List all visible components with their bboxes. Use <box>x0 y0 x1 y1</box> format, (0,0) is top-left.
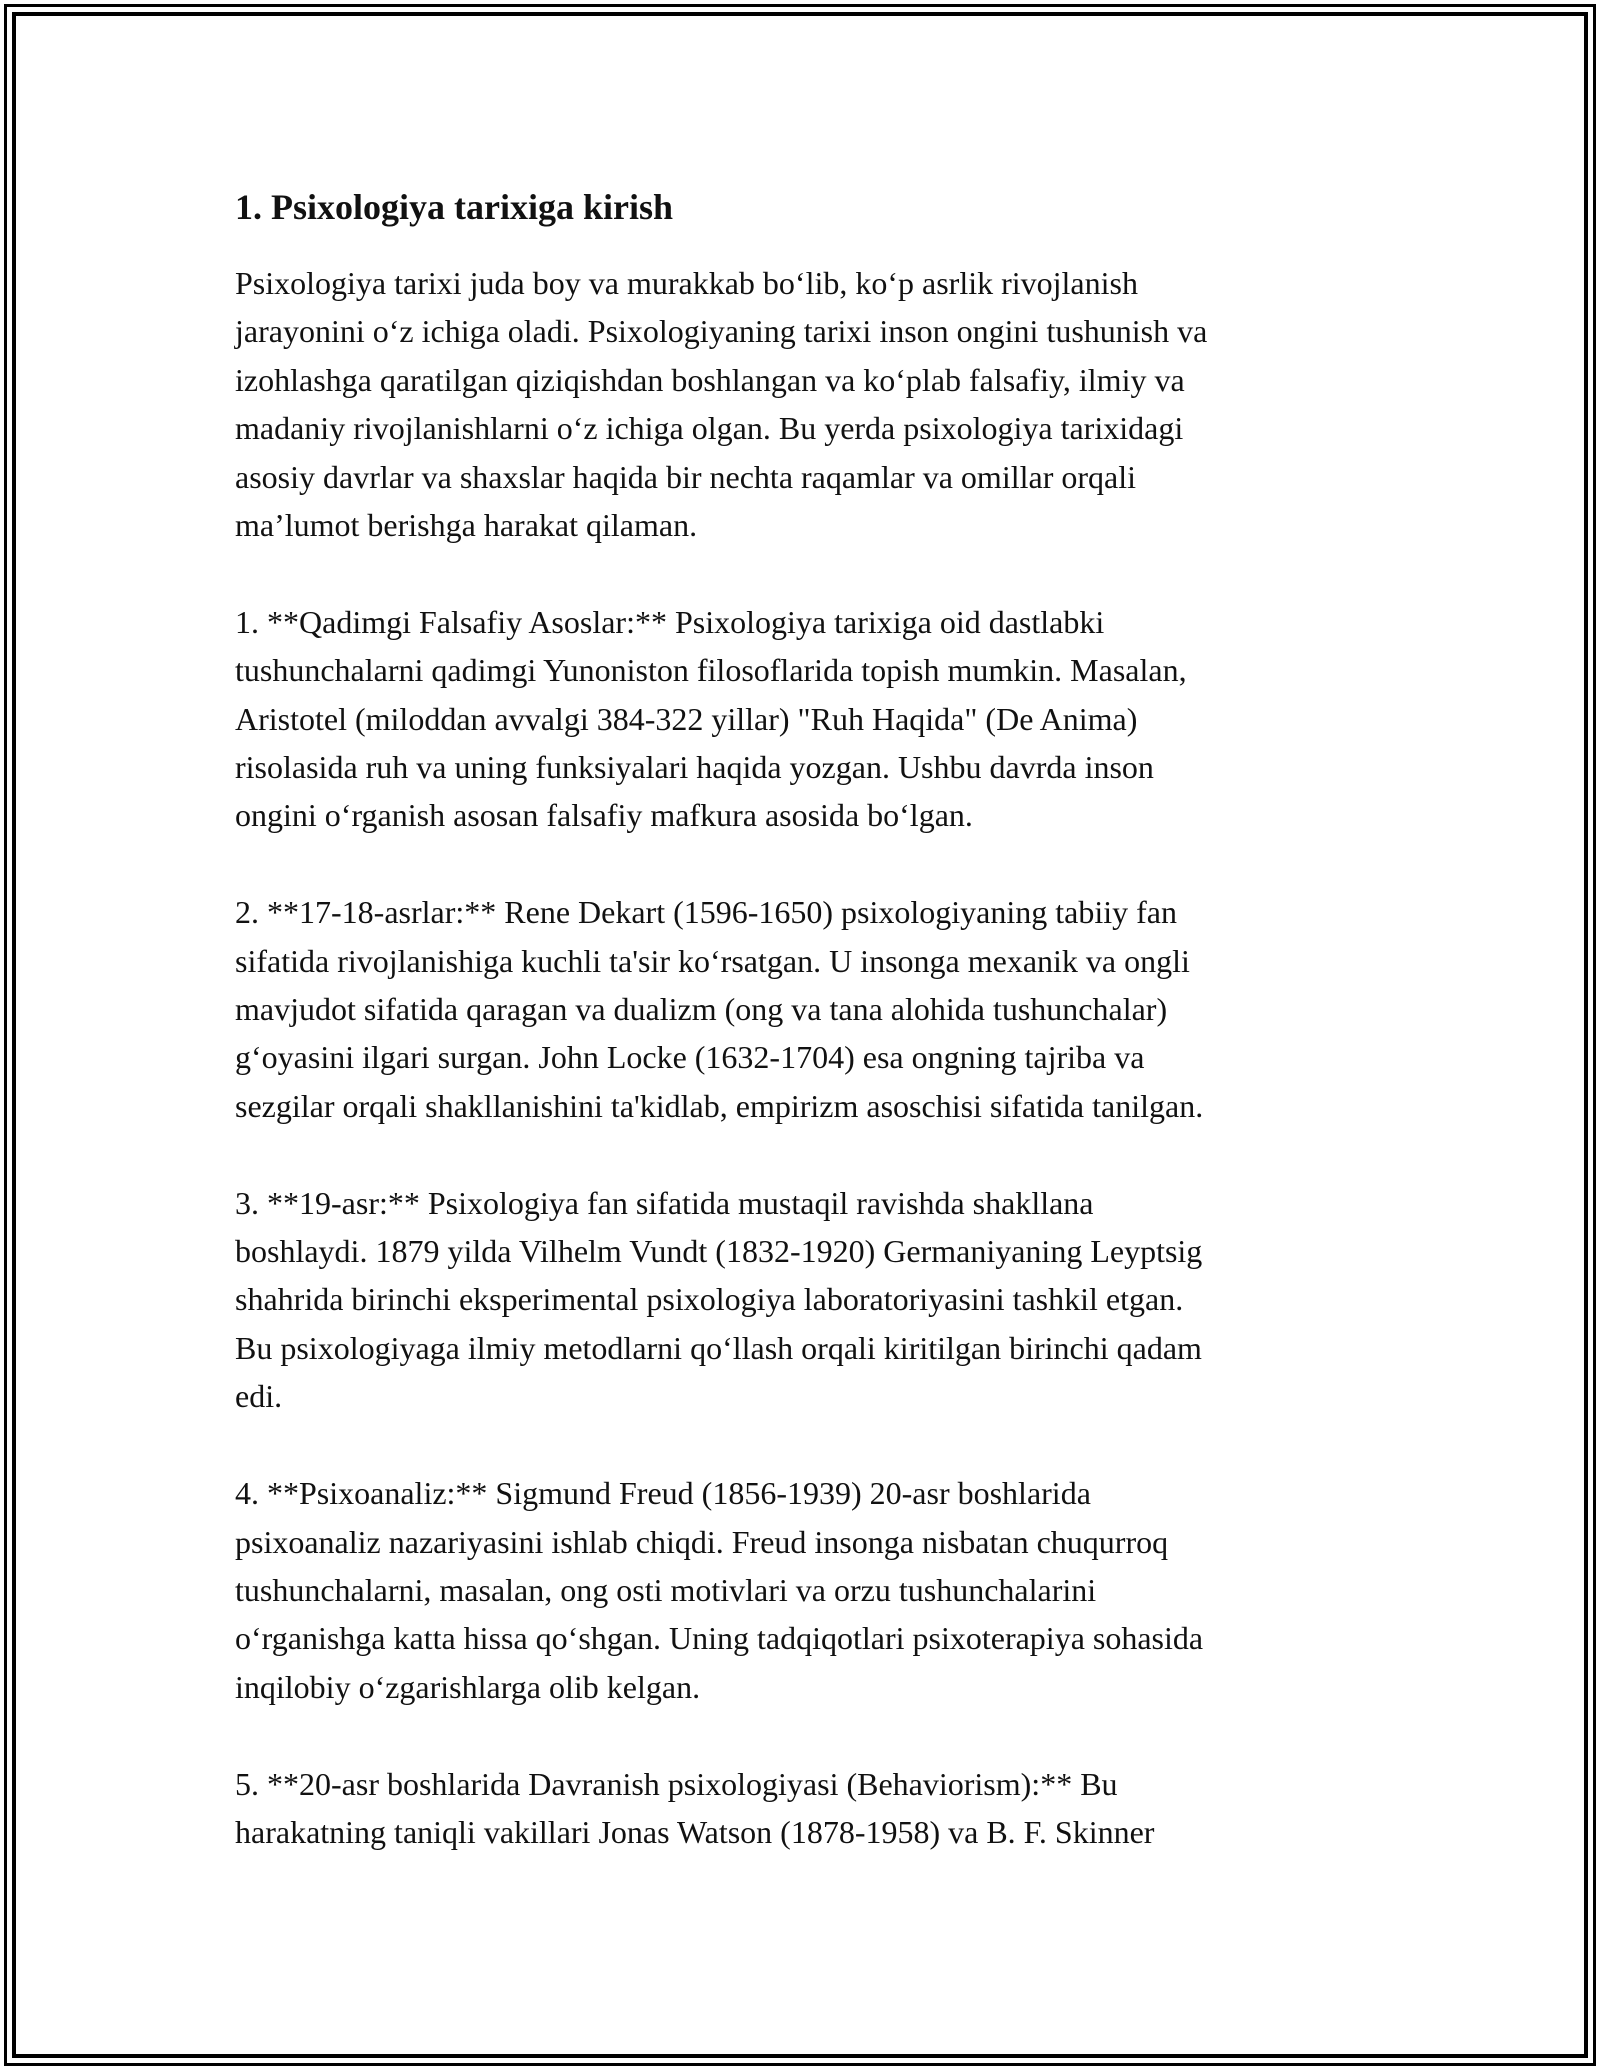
paragraph-line: 2. **17-18-asrlar:** Rene Dekart (1596-1650) psixologiyaning tabiiy fan <box>235 894 1177 931</box>
paragraph-line: psixoanaliz nazariyasini ishlab chiqdi. Freud insonga nisbatan chuqurroq <box>235 1523 1169 1560</box>
paragraph-line: izohlashga qaratilgan qiziqishdan boshlangan va ko‘plab falsafiy, ilmiy va <box>235 361 1185 398</box>
paragraph-line: inqilobiy o‘zgarishlarga olib kelgan. <box>235 1668 701 1705</box>
paragraph-line: madaniy rivojlanishlarni o‘z ichiga olgan. Bu yerda psixologiya tarixidagi <box>235 410 1184 447</box>
list-item-psychoanalysis <box>235 1469 1355 1711</box>
paragraph-line: asosiy davrlar va shaxslar haqida bir nechta raqamlar va omillar orqali <box>235 458 1136 495</box>
list-item-17-18-centuries <box>235 888 1355 1130</box>
paragraph-line: Aristotel (miloddan avvalgi 384-322 yillar) "Ruh Haqida" (De Anima) <box>235 700 1138 737</box>
paragraph-line: shahrida birinchi eksperimental psixologiya laboratoriyasini tashkil etgan. <box>235 1281 1184 1318</box>
paragraph-line: edi. <box>235 1378 283 1415</box>
list-item-behaviorism <box>235 1760 1355 1857</box>
paragraph-line: ma’lumot berishga harakat qilaman. <box>235 507 698 544</box>
paragraph-line: risolasida ruh va uning funksiyalari haqida yozgan. Ushbu davrda inson <box>235 749 1154 786</box>
paragraph-line: 1. **Qadimgi Falsafiy Asoslar:** Psixologiya tarixiga oid dastlabki <box>235 603 1105 640</box>
paragraph-line: jarayonini o‘z ichiga oladi. Psixologiyaning tarixi inson ongini tushunish va <box>235 313 1208 350</box>
paragraph-line: sifatida rivojlanishiga kuchli ta'sir ko‘rsatgan. U insonga mexanik va ongli <box>235 942 1190 979</box>
paragraph-line: tushunchalarni, masalan, ong osti motivlari va orzu tushunchalarini <box>235 1571 1097 1608</box>
paragraph-line: ongini o‘rganish asosan falsafiy mafkura asosida bo‘lgan. <box>235 797 973 834</box>
intro-paragraph <box>235 259 1355 549</box>
section-heading: 1. Psixologiya tarixiga kirish <box>235 187 674 227</box>
paragraph-line: boshlaydi. 1879 yilda Vilhelm Vundt (1832-1920) Germaniyaning Leyptsig <box>235 1233 1203 1270</box>
paragraph-line: 5. **20-asr boshlarida Davranish psixologiyasi (Behaviorism):** Bu <box>235 1765 1118 1802</box>
paragraph-line: g‘oyasini ilgari surgan. John Locke (1632-1704) esa ongning tajriba va <box>235 1039 1145 1076</box>
paragraph-line: sezgilar orqali shakllanishini ta'kidlab, empirizm asoschisi sifatida tanilgan. <box>235 1087 1204 1124</box>
paragraph-line: o‘rganishga katta hissa qo‘shgan. Uning tadqiqotlari psixoterapiya sohasida <box>235 1620 1204 1657</box>
paragraph-line: harakatning taniqli vakillari Jonas Watson (1878-1958) va B. F. Skinner <box>235 1813 1155 1850</box>
list-item-19th-century <box>235 1179 1355 1421</box>
document-body <box>235 183 1355 1905</box>
list-item-ancient-philosophy <box>235 598 1355 840</box>
paragraph-line: Psixologiya tarixi juda boy va murakkab bo‘lib, ko‘p asrlik rivojlanish <box>235 265 1138 301</box>
paragraph-line: 4. **Psixoanaliz:** Sigmund Freud (1856-1939) 20-asr boshlarida <box>235 1475 1091 1512</box>
paragraph-line: Bu psixologiyaga ilmiy metodlarni qo‘llash orqali kiritilgan birinchi qadam <box>235 1329 1202 1366</box>
paragraph-line: mavjudot sifatida qaragan va dualizm (ong va tana alohida tushunchalar) <box>235 991 1168 1028</box>
paragraph-line: 3. **19-asr:** Psixologiya fan sifatida mustaqil ravishda shakllana <box>235 1184 1094 1221</box>
paragraph-line: tushunchalarni qadimgi Yunoniston filosoflarida topish mumkin. Masalan, <box>235 652 1187 689</box>
